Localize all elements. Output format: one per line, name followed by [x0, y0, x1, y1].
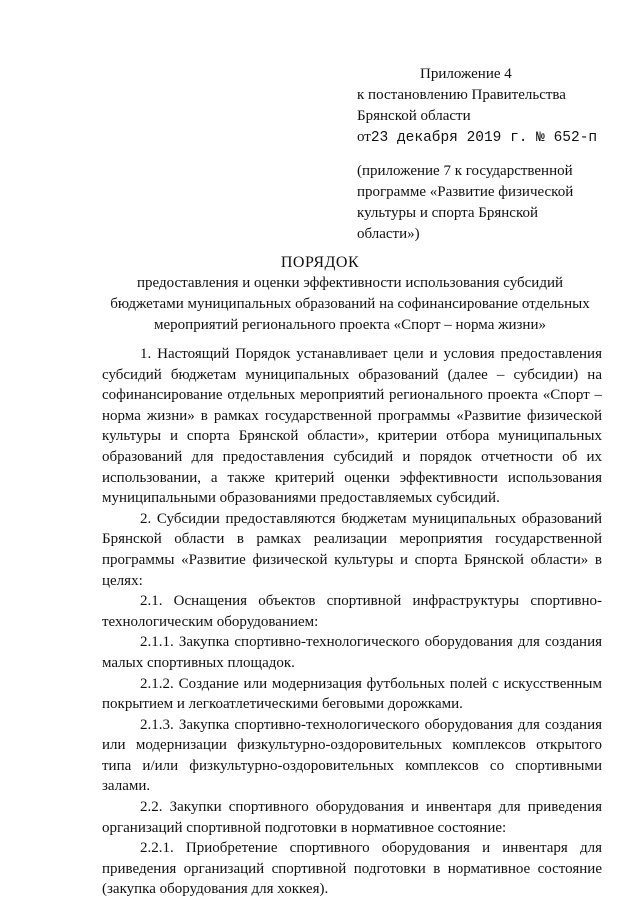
paragraph-2-2: 2.2. Закупки спортивного оборудования и инвентаря для приведения организаций спортивной подготовки в нормативное состояние: — [102, 799, 602, 836]
paragraph-2-1-1: 2.1.1. Закупка спортивно-технологического оборудования для создания малых спортивных площадок. — [102, 634, 602, 671]
annex-note-line-3: культуры и спорта Брянской — [357, 205, 539, 221]
paragraph-2-1: 2.1. Оснащения объектов спортивной инфраструктуры спортивно-технологическим оборудованием: — [102, 593, 602, 630]
annex-note-line-4: области») — [357, 226, 420, 242]
document-title: ПОРЯДОК — [280, 254, 360, 271]
document-subtitle: предоставления и оценки эффективности использования субсидий бюджетами муниципальных образований на софинансирование отдельных мероприятий регионального проекта «Спорт – норма жизни» — [110, 275, 590, 333]
paragraph-2-1-3: 2.1.3. Закупка спортивно-технологического оборудования для создания или модернизации физкультурно-оздоровительных комплексов открытого типа и/или физкультурно-оздоровительных комплексов со спортивными залами. — [102, 716, 602, 795]
annex-date-line — [357, 127, 607, 149]
paragraph-2-2-1: 2.2.1. Приобретение спортивного оборудования и инвентаря для приведения организаций спортивной подготовки в нормативное состояние (закупка оборудования для хоккея). — [102, 840, 602, 898]
annex-date-value: 23 декабря 2019 г. № 652-п — [370, 130, 598, 146]
annex-note-line-1: (приложение 7 к государственной — [357, 163, 573, 179]
annex-note-line-2: программе «Развитие физической — [357, 184, 574, 200]
annex-region-line: Брянской области — [357, 108, 471, 124]
document-body — [102, 344, 602, 900]
paragraph-2: 2. Субсидии предоставляются бюджетам муниципальных образований Брянской области в рамках реализации мероприятия государственной программы «Развитие физической культуры и спорта Брянской области» в целях: — [102, 510, 602, 589]
paragraph-1: 1. Настоящий Порядок устанавливает цели и условия предоставления субсидий бюджетам муниципальных образований (далее – субсидии) на софинансирование отдельных мероприятий регионального проекта «Спорт – норма жизни» в рамках государственной программы «Развитие физической культуры и спорта Брянской области», критерии отбора муниципальных образований для предоставления субсидий и порядок отчетности об их использовании, а также критерий оценки эффективности использования муниципальными образованиями предоставляемых субсидий. — [102, 346, 602, 507]
paragraph-2-1-2: 2.1.2. Создание или модернизация футбольных полей с искусственным покрытием и легкоатлетическими беговыми дорожками. — [102, 675, 602, 713]
annex-title: Приложение 4 — [420, 66, 512, 82]
annex-decree-line: к постановлению Правительства — [357, 87, 566, 103]
annex-block — [357, 64, 607, 245]
annex-date-prefix: от — [357, 129, 371, 145]
